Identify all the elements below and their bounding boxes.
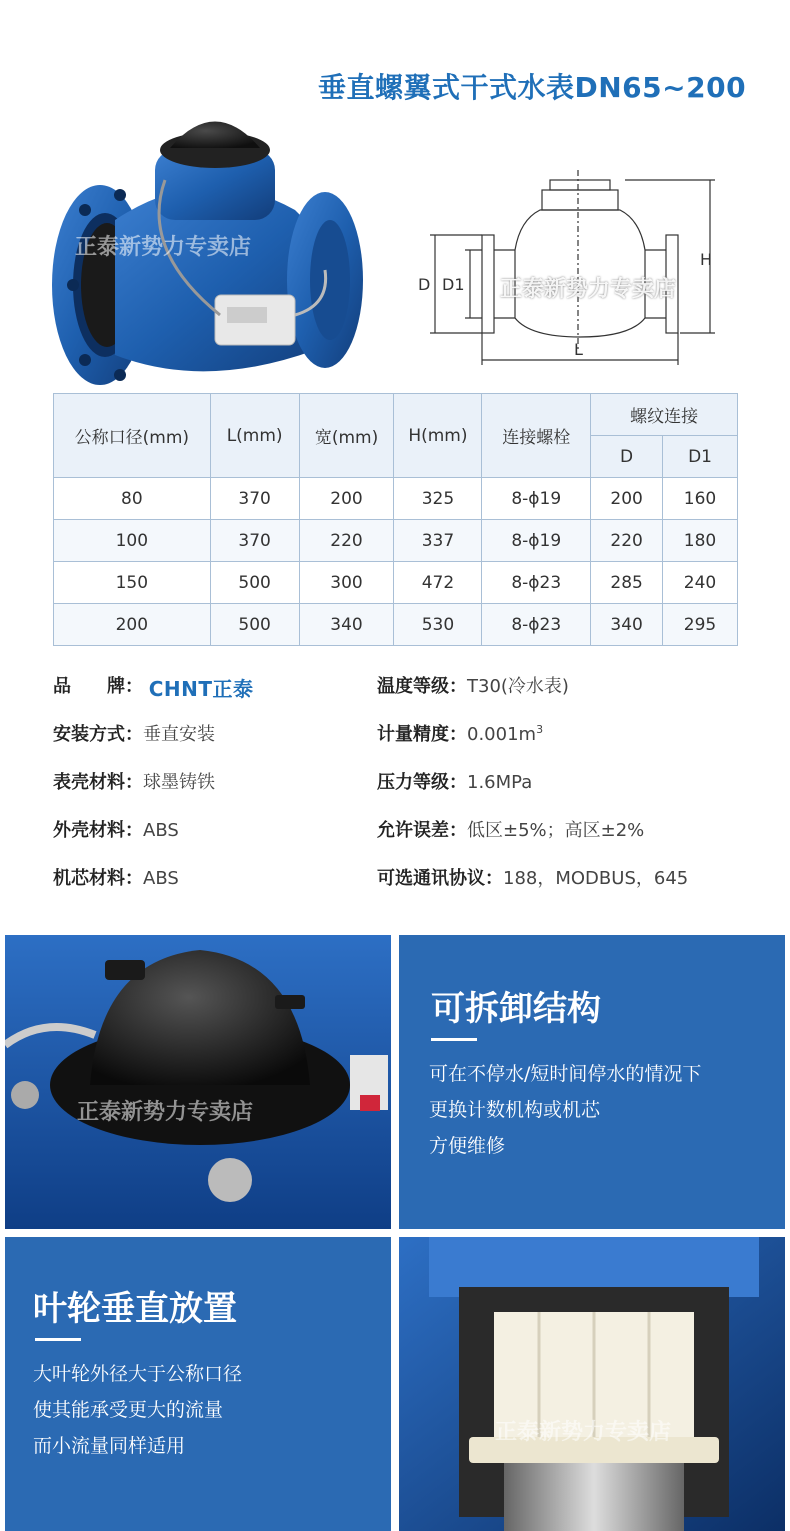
- table-cell: 160: [663, 478, 738, 520]
- watermark: 正泰新势力专卖店: [500, 277, 677, 302]
- feature-panel-impeller: [5, 1237, 391, 1531]
- meter-top-photo: [5, 935, 391, 1229]
- table-row: [54, 604, 738, 646]
- table-cell: 150: [54, 562, 211, 604]
- meter-top-image: [5, 935, 391, 1229]
- table-cell: 500: [210, 562, 299, 604]
- table-cell: 8-ϕ23: [482, 604, 591, 646]
- feature-text: 大叶轮外径大于公称口径: [33, 1363, 243, 1385]
- feature-title: 可拆卸结构: [431, 989, 601, 1029]
- table-cell: 100: [54, 520, 211, 562]
- param-shell: 表壳材料：球墨铸铁: [53, 772, 215, 793]
- page-title: 垂直螺翼式干式水表DN65~200: [318, 71, 747, 104]
- table-cell: 500: [210, 604, 299, 646]
- diagram-label-l: L: [574, 340, 583, 359]
- spec-table: [53, 393, 738, 646]
- table-cell: 325: [394, 478, 482, 520]
- chnt-logo: CHNT正泰: [148, 676, 254, 701]
- feature-panel-removable: [399, 935, 785, 1229]
- table-header: 公称口径(mm): [54, 394, 211, 478]
- table-cell: 240: [663, 562, 738, 604]
- table-cell: 340: [299, 604, 394, 646]
- param-temp: 温度等级：T30(冷水表): [377, 676, 569, 697]
- table-header: 连接螺栓: [482, 394, 591, 478]
- diagram-label-d1: D1: [442, 275, 465, 294]
- diagram-label-d: D: [418, 275, 431, 294]
- table-cell: 285: [591, 562, 663, 604]
- table-row: [54, 520, 738, 562]
- param-install: 安装方式：垂直安装: [53, 724, 215, 745]
- table-cell: 300: [299, 562, 394, 604]
- table-cell: 340: [591, 604, 663, 646]
- table-cell: 530: [394, 604, 482, 646]
- diagram-label-h: H: [700, 250, 713, 269]
- table-subheader: D1: [663, 436, 738, 478]
- param-pressure: 压力等级：1.6MPa: [377, 772, 533, 793]
- table-cell: 472: [394, 562, 482, 604]
- param-protocol: 可选通讯协议：188，MODBUS，645: [377, 868, 689, 889]
- feature-text: 方便维修: [429, 1135, 506, 1157]
- table-cell: 8-ϕ19: [482, 520, 591, 562]
- param-precision: 计量精度：$0.001m^3$: [377, 723, 544, 745]
- title-underline: [431, 1038, 477, 1041]
- title-underline: [35, 1338, 81, 1341]
- table-cell: 8-ϕ19: [482, 478, 591, 520]
- table-row: [54, 562, 738, 604]
- table-header: L(mm): [210, 394, 299, 478]
- watermark: 正泰新势力专卖店: [495, 1420, 672, 1445]
- table-cell: 295: [663, 604, 738, 646]
- table-cell: 200: [54, 604, 211, 646]
- table-header: 宽(mm): [299, 394, 394, 478]
- table-header: 螺纹连接: [591, 394, 738, 436]
- param-brand: [53, 672, 254, 702]
- table-cell: 8-ϕ23: [482, 562, 591, 604]
- watermark: 正泰新势力专卖店: [77, 1100, 254, 1125]
- param-outer: 外壳材料：ABS: [53, 820, 179, 841]
- table-cell: 80: [54, 478, 211, 520]
- table-cell: 370: [210, 478, 299, 520]
- table-row: [54, 478, 738, 520]
- table-cell: 220: [299, 520, 394, 562]
- table-cell: 370: [210, 520, 299, 562]
- param-label: 品 牌：: [53, 676, 143, 697]
- param-core: 机芯材料：ABS: [53, 868, 179, 889]
- feature-text: 可在不停水/短时间停水的情况下: [429, 1063, 702, 1085]
- table-subheader: D: [591, 436, 663, 478]
- feature-text: 更换计数机构或机芯: [429, 1099, 601, 1121]
- feature-title: 叶轮垂直放置: [33, 1289, 237, 1329]
- table-header: H(mm): [394, 394, 482, 478]
- watermark: 正泰新势力专卖店: [75, 235, 252, 260]
- dimension-diagram: [410, 165, 740, 375]
- table-cell: 337: [394, 520, 482, 562]
- table-cell: 180: [663, 520, 738, 562]
- impeller-photo: [399, 1237, 785, 1531]
- param-error: 允许误差：低区±5%；高区±2%: [377, 820, 645, 841]
- table-cell: 220: [591, 520, 663, 562]
- table-cell: 200: [591, 478, 663, 520]
- table-cell: 200: [299, 478, 394, 520]
- feature-text: 使其能承受更大的流量: [33, 1399, 224, 1421]
- impeller-image: [399, 1237, 785, 1531]
- feature-text: 而小流量同样适用: [33, 1435, 186, 1457]
